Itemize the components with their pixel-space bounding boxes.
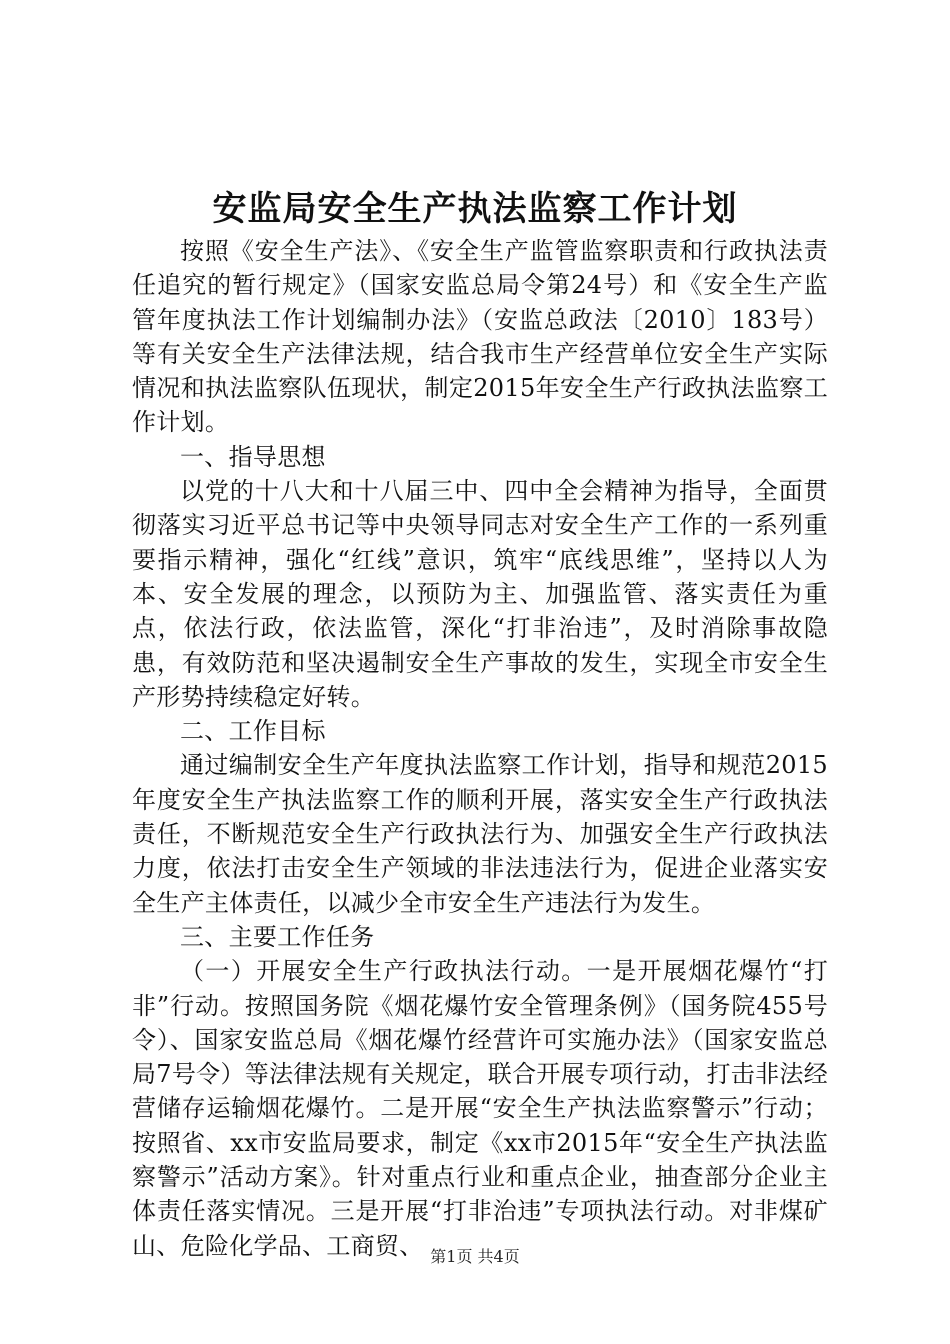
section-heading-work-goals: 二、工作目标 bbox=[180, 717, 326, 746]
page-number-footer: 第1页 共4页 bbox=[430, 1247, 520, 1266]
document-body bbox=[132, 234, 828, 1263]
work-goals-paragraph: 通过编制安全生产年度执法监察工作计划，指导和规范2015年度安全生产执法监察工作的顺利开展，落实安全生产行政执法责任，不断规范安全生产行政执法行为、加强安全生产行政执法力度，依法打击安全生产领域的非法违法行为，促进企业落实安全生产主体责任，以减少全市安全生产违法行为发生。 bbox=[132, 751, 828, 917]
intro-paragraph: 按照《安全生产法》、《安全生产监管监察职责和行政执法责任追究的暂行规定》（国家安监总局令第24号）和《安全生产监管年度执法工作计划编制办法》（安监总政法〔2010〕183号）等有关安全生产法律法规，结合我市生产经营单位安全生产实际情况和执法监察队伍现状，制定2015年安全生产行政执法监察工作计划。 bbox=[132, 237, 828, 437]
document-title: 安监局安全生产执法监察工作计划 bbox=[212, 189, 738, 229]
section-heading-guiding-ideology: 一、指导思想 bbox=[180, 442, 326, 471]
main-tasks-paragraph: （一）开展安全生产行政执法行动。一是开展烟花爆竹“打非”行动。按照国务院《烟花爆竹安全管理条例》（国务院455号令）、国家安监总局《烟花爆竹经营许可实施办法》（国家安监总局7号令）等法律法规有关规定，联合开展专项行动，打击非法经营储存运输烟花爆竹。二是开展“安全生产执法监察警示”行动；按照省、xx市安监局要求，制定《xx市2015年“安全生产执法监察警示”活动方案》。针对重点行业和重点企业，抽查部分企业主体责任落实情况。三是开展“打非治违”专项执法行动。对非煤矿山、危险化学品、工商贸、 bbox=[132, 957, 828, 1260]
guiding-ideology-paragraph: 以党的十八大和十八届三中、四中全会精神为指导，全面贯彻落实习近平总书记等中央领导同志对安全生产工作的一系列重要指示精神，强化“红线”意识，筑牢“底线思维”，坚持以人为本、安全发展的理念，以预防为主、加强监管、落实责任为重点，依法行政，依法监管，深化“打非治违”，及时消除事故隐患，有效防范和坚决遏制安全生产事故的发生，实现全市安全生产形势持续稳定好转。 bbox=[132, 477, 828, 711]
section-heading-main-tasks: 三、主要工作任务 bbox=[180, 922, 375, 951]
